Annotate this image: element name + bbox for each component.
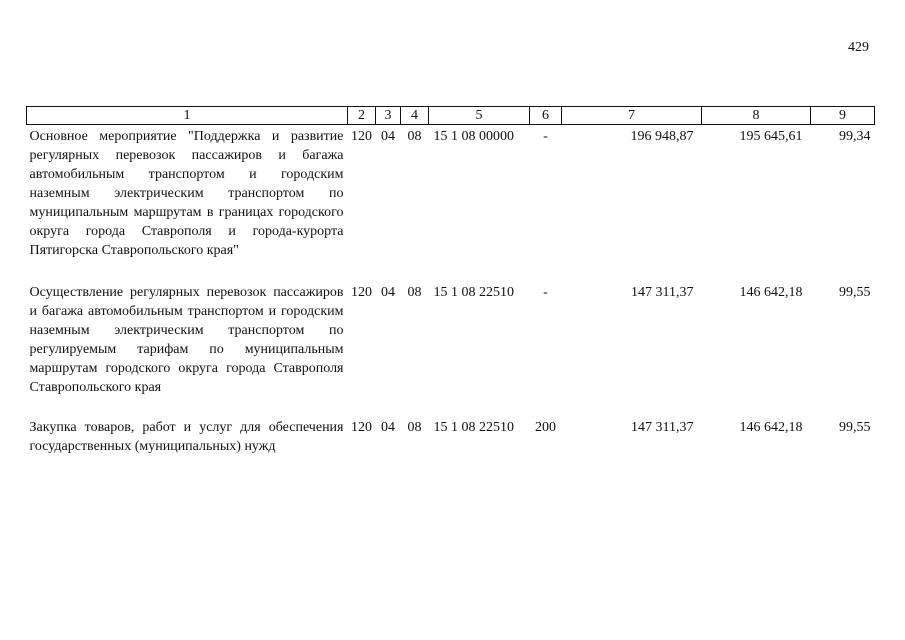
header-col-2: 2 (348, 107, 376, 125)
page-number: 429 (848, 40, 869, 55)
budget-table (26, 106, 875, 458)
cell-col-4: 08 (407, 285, 422, 300)
header-col-6: 6 (530, 107, 562, 125)
cell-col-4: 08 (407, 420, 422, 435)
table-row (27, 418, 875, 458)
row-name: Закупка товаров, работ и услуг для обеспечения государственных (муниципальных) нужд (29, 420, 344, 454)
cell-col-5: 15 1 08 22510 (433, 420, 514, 435)
header-col-3: 3 (376, 107, 401, 125)
header-col-4: 4 (401, 107, 429, 125)
cell-col-7: 147 311,37 (631, 285, 694, 300)
cell-col-8: 146 642,18 (739, 420, 803, 435)
cell-col-9: 99,55 (839, 420, 871, 435)
cell-col-3: 04 (381, 420, 395, 435)
cell-col-7: 196 948,87 (630, 129, 694, 144)
cell-col-2: 120 (351, 285, 372, 300)
cell-col-5: 15 1 08 22510 (433, 285, 514, 300)
row-name: Осуществление регулярных перевозок пассажиров и багажа автомобильным транспортом и городским наземным электрическим транспортом по регулируемым тарифам по муниципальным маршрутам городского округа города Ставрополя Ставропольского края (29, 285, 344, 395)
cell-col-6: 200 (535, 420, 556, 435)
row-name: Основное мероприятие "Поддержка и развитие регулярных перевозок пассажиров и багажа автомобильным транспортом и городским наземным электрическим транспортом по муниципальным маршрутам в границах городского округа города Ставрополя и города-курорта Пятигорска Ставропольского края" (29, 129, 344, 258)
cell-col-6: - (543, 129, 548, 144)
cell-col-3: 04 (381, 285, 395, 300)
header-col-8: 8 (702, 107, 811, 125)
cell-col-8: 146 642,18 (739, 285, 803, 300)
cell-col-5: 15 1 08 00000 (433, 129, 514, 144)
header-col-5: 5 (429, 107, 530, 125)
table-row (27, 125, 875, 284)
cell-col-8: 195 645,61 (739, 129, 803, 144)
cell-col-4: 08 (407, 129, 422, 144)
cell-col-2: 120 (351, 129, 372, 144)
header-col-7: 7 (562, 107, 702, 125)
header-row (27, 107, 875, 125)
header-col-9: 9 (811, 107, 875, 125)
cell-col-7: 147 311,37 (631, 420, 694, 435)
table-row (27, 283, 875, 418)
cell-col-9: 99,55 (839, 285, 871, 300)
cell-col-2: 120 (351, 420, 372, 435)
cell-col-9: 99,34 (839, 129, 871, 144)
header-col-1: 1 (27, 107, 348, 125)
cell-col-6: - (543, 285, 548, 300)
cell-col-3: 04 (381, 129, 395, 144)
